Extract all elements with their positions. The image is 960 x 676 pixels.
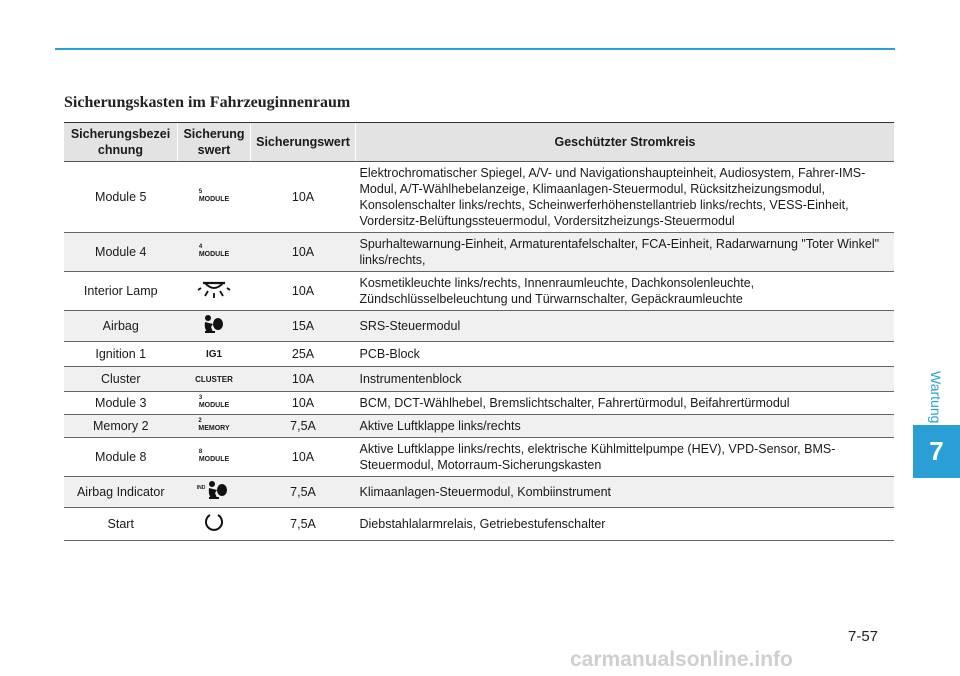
fuse-symbol-text: IG1 [205, 349, 223, 360]
section-title: Sicherungskasten im Fahrzeuginnenraum [64, 94, 351, 111]
table-row [64, 367, 894, 392]
fuse-symbol [178, 508, 251, 541]
table-row [64, 311, 894, 342]
fuse-circuit: Klimaanlagen-Steuermodul, Kombiinstrument [356, 477, 895, 508]
fuse-symbol-text: MEMORY [198, 425, 230, 432]
fuse-symbol-tag: IND [196, 485, 206, 491]
fuse-symbol [178, 342, 251, 367]
fuse-symbol-label [199, 244, 229, 258]
fuse-value: 7,5A [251, 508, 356, 541]
airbag-icon [201, 314, 227, 338]
fuse-name: Cluster [64, 367, 178, 392]
fuse-symbol [178, 272, 251, 311]
fuse-symbol [178, 233, 251, 272]
fuse-value: 10A [251, 272, 356, 311]
fuse-circuit: Aktive Luftklappe links/rechts [356, 415, 895, 438]
fuse-symbol-text: MODULE [198, 251, 230, 258]
fuse-symbol-text: MODULE [198, 196, 230, 203]
fuse-name: Memory 2 [64, 415, 178, 438]
fuse-symbol-number: 8 [198, 449, 203, 455]
fuse-value: 10A [251, 162, 356, 233]
fuse-value: 7,5A [251, 415, 356, 438]
fuse-symbol-label [199, 449, 229, 463]
table-row [64, 233, 894, 272]
side-tab-label: Wartung [928, 370, 944, 424]
fuse-symbol-label [198, 418, 229, 432]
fuse-name: Airbag [64, 311, 178, 342]
fuse-symbol-label [199, 395, 229, 409]
fuse-symbol-label [199, 189, 229, 203]
fuse-symbol [178, 311, 251, 342]
table-header-row [64, 123, 894, 162]
fuse-symbol-number: 4 [198, 244, 203, 250]
airbag-indicator-icon [205, 480, 231, 504]
fuse-circuit: SRS-Steuermodul [356, 311, 895, 342]
table-row [64, 438, 894, 477]
fuse-name: Ignition 1 [64, 342, 178, 367]
interior-lamp-icon [197, 279, 231, 303]
table-row [64, 272, 894, 311]
col-header-circuit: Geschützter Stromkreis [356, 123, 895, 162]
fuse-circuit: BCM, DCT-Wählhebel, Bremslichtschalter, Fahrertürmodul, Beifahrertürmodul [356, 392, 895, 415]
fuse-symbol [178, 477, 251, 508]
page-number: 7-57 [848, 628, 879, 645]
table-row [64, 415, 894, 438]
col-header-value: Sicherungswert [251, 123, 356, 162]
fuse-name: Module 4 [64, 233, 178, 272]
fuse-symbol [178, 367, 251, 392]
fuse-name: Airbag Indicator [64, 477, 178, 508]
col-header-symbol: Sicherung swert [178, 123, 251, 162]
fuse-symbol-number: 3 [198, 395, 203, 401]
fuse-table [64, 122, 894, 541]
fuse-circuit: Elektrochromatischer Spiegel, A/V- und Navigationshaupteinheit, Audiosystem, Fahrer-IMS-Modul, A/T-Wählhebelanzeige, Klimaanlagen-Steuermodul, Rücksitzheizungsmodul, Konsolenschalter links/rechts, Scheinwerferhöhenstellantrieb links/rechts, VESS-Einheit, Vordersitz-Belüftungssteuermodul, Vordersitzheizungs-Steuermodul [356, 162, 895, 233]
table-row [64, 477, 894, 508]
fuse-circuit: Instrumentenblock [356, 367, 895, 392]
fuse-circuit: Aktive Luftklappe links/rechts, elektrische Kühlmittelpumpe (HEV), VPD-Sensor, BMS-Steuermodul, Motorraum-Sicherungskasten [356, 438, 895, 477]
fuse-name: Module 5 [64, 162, 178, 233]
fuse-symbol [178, 438, 251, 477]
fuse-name: Start [64, 508, 178, 541]
fuse-name: Interior Lamp [64, 272, 178, 311]
fuse-value: 10A [251, 438, 356, 477]
table-row [64, 342, 894, 367]
start-icon [203, 511, 225, 537]
fuse-value: 10A [251, 392, 356, 415]
fuse-symbol-number: 5 [198, 189, 203, 195]
fuse-value: 10A [251, 233, 356, 272]
fuse-circuit: Spurhaltewarnung-Einheit, Armaturentafelschalter, FCA-Einheit, Radarwarnung "Toter Winkel" links/rechts, [356, 233, 895, 272]
fuse-value: 10A [251, 367, 356, 392]
fuse-symbol [178, 392, 251, 415]
top-rule [55, 48, 895, 50]
fuse-symbol [178, 415, 251, 438]
chapter-tab: 7 [913, 425, 960, 478]
col-header-name: Sicherungsbezei chnung [64, 123, 178, 162]
fuse-value: 7,5A [251, 477, 356, 508]
fuse-name: Module 3 [64, 392, 178, 415]
fuse-table-body [64, 162, 894, 541]
fuse-symbol [178, 162, 251, 233]
table-row [64, 392, 894, 415]
table-row [64, 162, 894, 233]
fuse-symbol-text: MODULE [198, 456, 230, 463]
fuse-circuit: Diebstahlalarmrelais, Getriebestufenschalter [356, 508, 895, 541]
fuse-value: 15A [251, 311, 356, 342]
fuse-symbol-text: CLUSTER [195, 375, 233, 384]
watermark: carmanualsonline.info [570, 648, 793, 671]
fuse-circuit: PCB-Block [356, 342, 895, 367]
table-row [64, 508, 894, 541]
fuse-circuit: Kosmetikleuchte links/rechts, Innenraumleuchte, Dachkonsolenleuchte, Zündschlüsselbeleuchtung und Türwarnschalter, Gepäckraumleuchte [356, 272, 895, 311]
fuse-name: Module 8 [64, 438, 178, 477]
fuse-symbol-text: MODULE [198, 402, 230, 409]
fuse-value: 25A [251, 342, 356, 367]
fuse-symbol-number: 2 [198, 418, 202, 424]
